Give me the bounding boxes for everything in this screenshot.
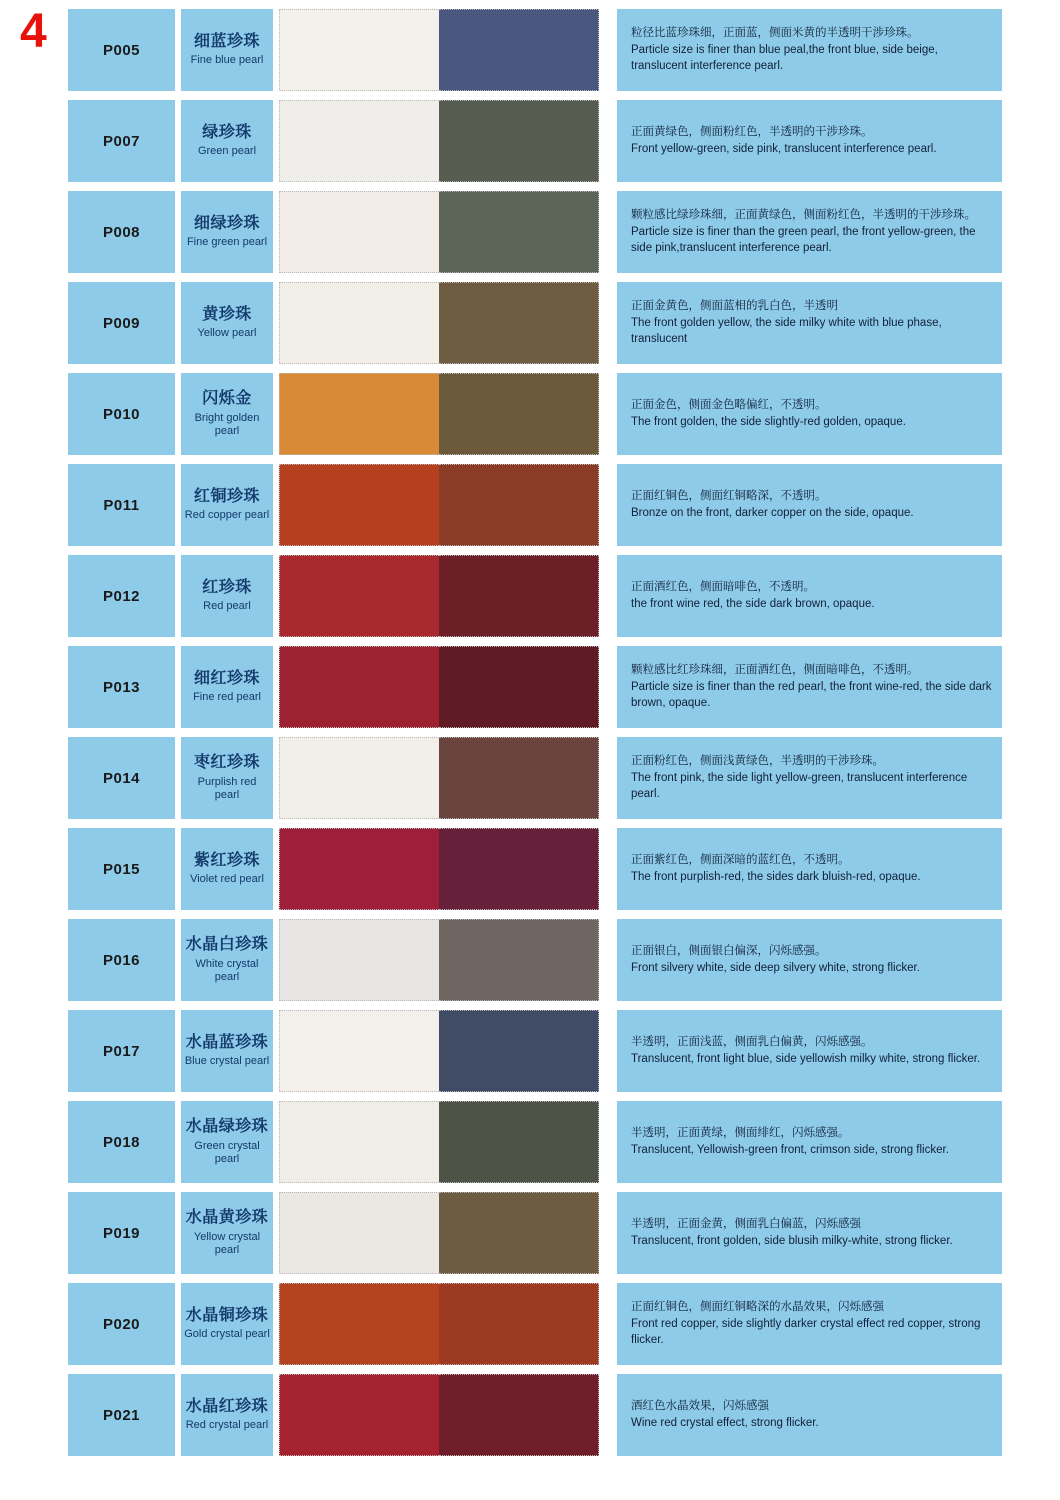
- description-en: Bronze on the front, darker copper on the side, opaque.: [631, 507, 914, 519]
- color-description: [617, 1192, 1002, 1274]
- row-spacer: [0, 182, 1060, 191]
- column-spacer: [599, 1374, 617, 1456]
- swatch-front: [279, 1010, 439, 1092]
- color-code: P019: [68, 1192, 175, 1274]
- row-spacer: [0, 91, 1060, 100]
- swatch-side: [439, 9, 599, 91]
- color-name-cn: 水晶红珍珠: [185, 1397, 269, 1415]
- color-code: P005: [68, 9, 175, 91]
- color-code: P007: [68, 100, 175, 182]
- color-name-cn: 水晶白珍珠: [185, 936, 269, 954]
- description-cn: 粒径比蓝珍珠细，正面蓝，侧面米黄的半透明干涉珍珠。: [631, 26, 919, 39]
- swatch-side: [439, 1101, 599, 1183]
- color-description: [617, 191, 1002, 273]
- table-row: [0, 1283, 1060, 1365]
- color-name-en: Green crystal pearl: [194, 1139, 260, 1165]
- description-en: The front golden yellow, the side milky white with blue phase, translucent: [631, 316, 942, 346]
- color-name: [181, 1192, 273, 1274]
- color-name: [181, 1010, 273, 1092]
- swatch-front: [279, 737, 439, 819]
- color-name: [181, 373, 273, 455]
- color-name-en: Red copper pearl: [184, 509, 270, 522]
- description-cn: 正面黄绿色，侧面粉红色，半透明的干涉珍珠。: [631, 126, 873, 139]
- column-spacer: [599, 464, 617, 546]
- table-row: [0, 191, 1060, 273]
- description-en: The front purplish-red, the sides dark bluish-red, opaque.: [631, 871, 921, 883]
- color-name: [181, 100, 273, 182]
- swatch-front: [279, 191, 439, 273]
- column-spacer: [599, 1283, 617, 1365]
- row-spacer: [0, 728, 1060, 737]
- color-name-cn: 黄珍珠: [202, 305, 252, 323]
- table-row: [0, 555, 1060, 637]
- color-description: [617, 646, 1002, 728]
- color-description: [617, 464, 1002, 546]
- description-cn: 正面金黄色，侧面蓝相的乳白色，半透明: [631, 299, 838, 312]
- swatch-side: [439, 282, 599, 364]
- color-name-cn: 水晶蓝珍珠: [185, 1033, 269, 1051]
- column-spacer: [599, 828, 617, 910]
- swatch-side: [439, 191, 599, 273]
- column-spacer: [599, 1101, 617, 1183]
- description-en: The front golden, the side slightly-red golden, opaque.: [631, 416, 906, 428]
- color-code: P016: [68, 919, 175, 1001]
- description-cn: 正面红铜色，侧面红铜略深的水晶效果，闪烁感强: [631, 1300, 884, 1313]
- color-name-en: Purplish red pearl: [197, 775, 257, 801]
- row-spacer: [0, 1365, 1060, 1374]
- row-spacer: [0, 1183, 1060, 1192]
- table-row: [0, 737, 1060, 819]
- table-row: [0, 919, 1060, 1001]
- row-spacer: [0, 364, 1060, 373]
- row-spacer: [0, 819, 1060, 828]
- page-number: 4: [20, 5, 47, 58]
- swatch-side: [439, 464, 599, 546]
- color-code: P013: [68, 646, 175, 728]
- color-description: [617, 1101, 1002, 1183]
- color-code: P009: [68, 282, 175, 364]
- color-name-en: Gold crystal pearl: [184, 1328, 270, 1341]
- table-row: [0, 828, 1060, 910]
- table-row: [0, 464, 1060, 546]
- color-name: [181, 464, 273, 546]
- swatch-side: [439, 555, 599, 637]
- color-code: P012: [68, 555, 175, 637]
- color-description: [617, 282, 1002, 364]
- swatch-front: [279, 282, 439, 364]
- swatch-front: [279, 919, 439, 1001]
- description-en: The front pink, the side light yellow-green, translucent interference pearl.: [631, 771, 968, 801]
- description-cn: 正面酒红色，侧面暗啡色，不透明。: [631, 581, 815, 594]
- column-spacer: [599, 737, 617, 819]
- row-spacer: [0, 1092, 1060, 1101]
- color-name-en: Green pearl: [197, 145, 257, 158]
- swatch-front: [279, 555, 439, 637]
- swatch-side: [439, 1374, 599, 1456]
- description-en: Front silvery white, side deep silvery white, strong flicker.: [631, 962, 920, 974]
- description-en: Translucent, front golden, side blusih milky-white, strong flicker.: [631, 1235, 953, 1247]
- color-code: P020: [68, 1283, 175, 1365]
- description-en: Translucent, Yellowish-green front, crimson side, strong flicker.: [631, 1144, 949, 1156]
- column-spacer: [599, 282, 617, 364]
- column-spacer: [599, 191, 617, 273]
- color-name-en: Red crystal pearl: [185, 1419, 269, 1432]
- row-spacer: [0, 1274, 1060, 1283]
- color-code: P008: [68, 191, 175, 273]
- color-name-cn: 细绿珍珠: [193, 214, 260, 232]
- description-en: Particle size is finer than blue peal,the front blue, side beige, translucent interference pearl.: [631, 43, 938, 73]
- description-cn: 正面红铜色，侧面红铜略深，不透明。: [631, 490, 827, 503]
- color-name: [181, 1374, 273, 1456]
- color-description: [617, 100, 1002, 182]
- column-spacer: [599, 919, 617, 1001]
- color-name-cn: 细蓝珍珠: [193, 32, 260, 50]
- description-en: Translucent, front light blue, side yellowish milky white, strong flicker.: [631, 1053, 981, 1065]
- description-cn: 酒红色水晶效果，闪烁感强: [631, 1400, 769, 1413]
- column-spacer: [599, 9, 617, 91]
- swatch-side: [439, 919, 599, 1001]
- swatch-side: [439, 646, 599, 728]
- table-row: [0, 282, 1060, 364]
- swatch-front: [279, 646, 439, 728]
- description-cn: 颗粒感比绿珍珠细，正面黄绿色，侧面粉红色，半透明的干涉珍珠。: [631, 208, 976, 221]
- color-name-en: White crystal pearl: [195, 957, 259, 983]
- swatch-side: [439, 737, 599, 819]
- swatch-side: [439, 1192, 599, 1274]
- description-en: Wine red crystal effect, strong flicker.: [631, 1417, 819, 1429]
- color-description: [617, 1283, 1002, 1365]
- table-row: [0, 646, 1060, 728]
- description-cn: 正面粉红色，侧面浅黄绿色，半透明的干涉珍珠。: [631, 754, 884, 767]
- color-name-cn: 红珍珠: [202, 578, 252, 596]
- column-spacer: [599, 373, 617, 455]
- color-name-cn: 水晶黄珍珠: [185, 1209, 269, 1227]
- swatch-front: [279, 1283, 439, 1365]
- description-en: Particle size is finer than the green pearl, the front yellow-green, the side pink,translucent interference pearl.: [631, 225, 976, 255]
- color-name: [181, 828, 273, 910]
- row-spacer: [0, 455, 1060, 464]
- color-name: [181, 282, 273, 364]
- color-name-en: Fine blue pearl: [190, 54, 264, 67]
- color-name: [181, 555, 273, 637]
- swatch-front: [279, 828, 439, 910]
- row-spacer: [0, 546, 1060, 555]
- color-name-cn: 紫红珍珠: [193, 851, 260, 869]
- color-name-cn: 闪烁金: [202, 390, 252, 408]
- description-en: Particle size is finer than the red pearl, the front wine-red, the side dark brown, opaque.: [631, 680, 992, 710]
- swatch-front: [279, 464, 439, 546]
- color-name-cn: 细红珍珠: [193, 669, 260, 687]
- color-code: P014: [68, 737, 175, 819]
- color-description: [617, 555, 1002, 637]
- color-name-en: Blue crystal pearl: [184, 1055, 270, 1068]
- row-spacer: [0, 1001, 1060, 1010]
- color-name-cn: 水晶铜珍珠: [185, 1306, 269, 1324]
- color-name-en: Fine red pearl: [193, 691, 261, 704]
- swatch-side: [439, 1010, 599, 1092]
- color-name: [181, 9, 273, 91]
- color-code: P011: [68, 464, 175, 546]
- table-row: [0, 1192, 1060, 1274]
- table-row: [0, 1101, 1060, 1183]
- color-code: P015: [68, 828, 175, 910]
- color-name-en: Bright golden pearl: [194, 411, 260, 437]
- table-row: [0, 373, 1060, 455]
- color-name-en: Yellow crystal pearl: [193, 1230, 261, 1256]
- column-spacer: [599, 1192, 617, 1274]
- table-row: [0, 1374, 1060, 1456]
- color-name-cn: 水晶绿珍珠: [185, 1118, 269, 1136]
- color-name: [181, 191, 273, 273]
- swatch-front: [279, 1101, 439, 1183]
- color-name-en: Yellow pearl: [197, 327, 257, 340]
- color-description: [617, 828, 1002, 910]
- color-name: [181, 1283, 273, 1365]
- description-cn: 正面金色，侧面金色略偏红，不透明。: [631, 399, 827, 412]
- table-row: [0, 100, 1060, 182]
- column-spacer: [599, 1010, 617, 1092]
- table-row: [0, 1010, 1060, 1092]
- swatch-front: [279, 9, 439, 91]
- color-name: [181, 646, 273, 728]
- swatch-side: [439, 100, 599, 182]
- description-en: Front red copper, side slightly darker crystal effect red copper, strong flicker.: [631, 1317, 981, 1347]
- description-cn: 正面紫红色，侧面深暗的蓝红色，不透明。: [631, 854, 850, 867]
- color-code: P021: [68, 1374, 175, 1456]
- color-description: [617, 9, 1002, 91]
- table-row: [0, 5, 1060, 91]
- column-spacer: [599, 555, 617, 637]
- description-en: Front yellow-green, side pink, translucent interference pearl.: [631, 143, 937, 155]
- color-description: [617, 919, 1002, 1001]
- color-name: [181, 1101, 273, 1183]
- description-cn: 半透明，正面黄绿，侧面绯红，闪烁感强。: [631, 1127, 850, 1140]
- row-spacer: [0, 910, 1060, 919]
- swatch-front: [279, 1192, 439, 1274]
- color-description: [617, 1010, 1002, 1092]
- color-name-cn: 红铜珍珠: [193, 487, 260, 505]
- column-spacer: [599, 646, 617, 728]
- color-description: [617, 373, 1002, 455]
- color-name-cn: 枣红珍珠: [193, 754, 260, 772]
- color-code: P018: [68, 1101, 175, 1183]
- color-description: [617, 1374, 1002, 1456]
- row-spacer: [0, 273, 1060, 282]
- color-name-en: Violet red pearl: [190, 873, 264, 886]
- color-name-en: Red pearl: [203, 600, 251, 613]
- description-en: the front wine red, the side dark brown, opaque.: [631, 598, 875, 610]
- swatch-side: [439, 1283, 599, 1365]
- description-cn: 半透明，正面浅蓝，侧面乳白偏黄，闪烁感强。: [631, 1036, 873, 1049]
- swatch-front: [279, 373, 439, 455]
- row-spacer: [0, 637, 1060, 646]
- swatch-front: [279, 100, 439, 182]
- swatch-side: [439, 828, 599, 910]
- swatch-front: [279, 1374, 439, 1456]
- color-name-cn: 绿珍珠: [202, 123, 252, 141]
- swatch-side: [439, 373, 599, 455]
- color-name-en: Fine green pearl: [186, 236, 268, 249]
- color-description: [617, 737, 1002, 819]
- description-cn: 半透明，正面金黄，侧面乳白偏蓝，闪烁感强: [631, 1218, 861, 1231]
- color-code: P010: [68, 373, 175, 455]
- color-code: P017: [68, 1010, 175, 1092]
- description-cn: 正面银白，侧面银白偏深，闪烁感强。: [631, 945, 827, 958]
- column-spacer: [599, 100, 617, 182]
- description-cn: 颗粒感比红珍珠细，正面酒红色，侧面暗啡色，不透明。: [631, 663, 919, 676]
- color-name: [181, 919, 273, 1001]
- color-name: [181, 737, 273, 819]
